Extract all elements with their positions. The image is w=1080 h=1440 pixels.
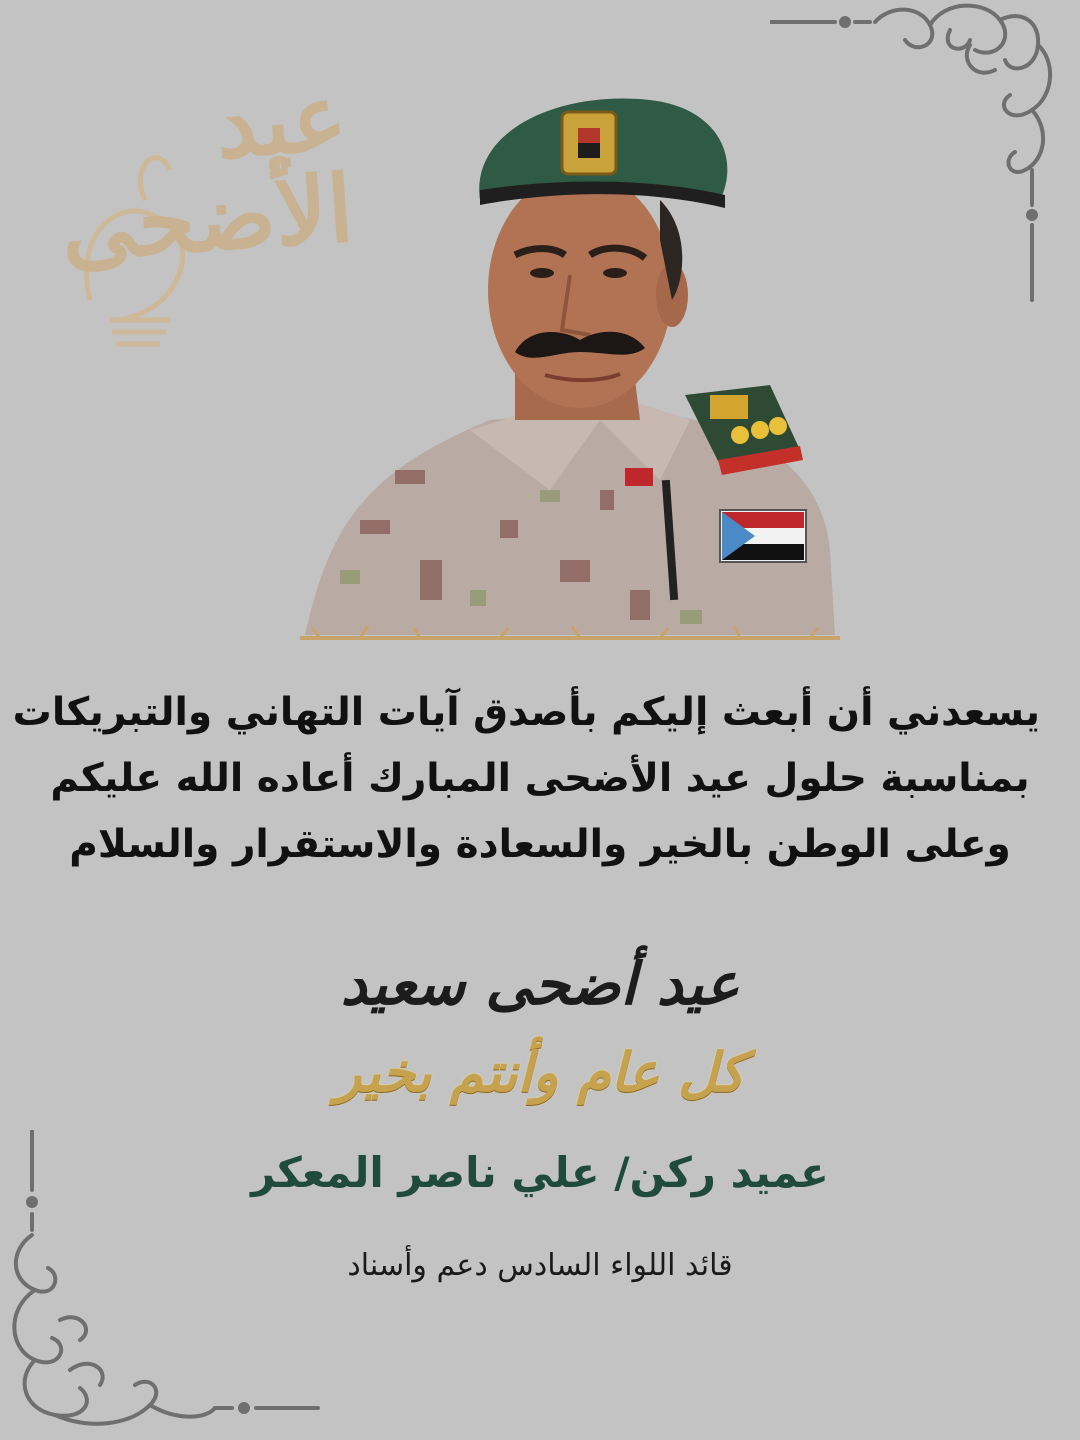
greeting-message <box>12 680 1040 878</box>
message-line: بمناسبة حلول عيد الأضحى المبارك أعاده الله عليكم <box>50 756 1030 801</box>
eid-title: عيد أضحى سعيد <box>340 950 740 1018</box>
signatory-position: قائد اللواء السادس دعم وأسناد <box>347 1248 733 1283</box>
officer-portrait <box>300 90 840 650</box>
signatory-name: عميد ركن/ علي ناصر المعكر <box>251 1148 829 1197</box>
eid-subtitle: كل عام وأنتم بخير <box>335 1040 745 1104</box>
message-line: يسعدني أن أبعث إليكم بأصدق آيات التهاني والتبريكات <box>12 690 1040 735</box>
flag-patch-icon <box>720 510 806 562</box>
corner-ornament-icon <box>0 1130 320 1440</box>
beret-badge-icon <box>562 112 616 174</box>
message-line: وعلى الوطن بالخير والسعادة والاستقرار والسلام <box>69 822 1011 867</box>
calligraphy-text: عيد الأضحى <box>57 62 357 283</box>
